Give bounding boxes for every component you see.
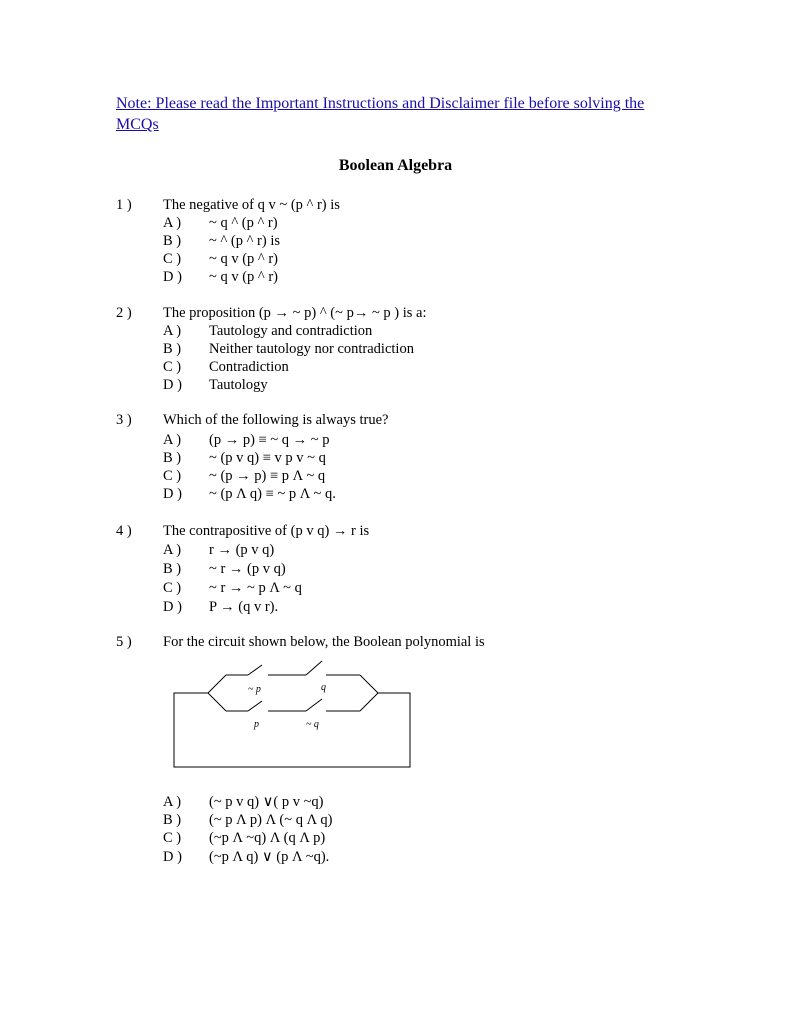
option-text: ~ r → ~ p Λ ~ q [209,580,302,596]
option-label: A ) [163,542,182,558]
option-text: P → (q v r). [209,599,279,615]
option-text: Contradiction [209,359,289,375]
option-label: C ) [163,359,182,375]
option-label: B ) [163,233,182,249]
instructions-link[interactable]: Note: Please read the Important Instructions and Disclaimer file before solving the MCQs [116,95,645,133]
option-label: D ) [163,377,182,393]
option-label: B ) [163,341,182,357]
option-label: C ) [163,830,182,846]
option-label: A ) [163,794,182,810]
option-text: r → (p v q) [209,542,275,558]
option-text: ~ q v (p ^ r) [209,269,279,285]
option-label: B ) [163,450,182,466]
option-label: B ) [163,812,182,828]
option-text: (~ p Λ p) Λ (~ q Λ q) [209,812,333,828]
option-text: ~ q ^ (p ^ r) [209,215,278,231]
option-label: C ) [163,468,182,484]
option-text: ~ (p Λ q) ≡ ~ p Λ ~ q. [209,486,336,502]
option-text: ~ (p v q) ≡ v p v ~ q [209,450,326,466]
option-text: (p → p) ≡ ~ q → ~ p [209,432,330,448]
question-number: 5 ) [116,634,132,650]
option-text: (~p Λ ~q) Λ (q Λ p) [209,830,326,846]
option-text: Tautology and contradiction [209,323,373,339]
option-label: D ) [163,269,182,285]
question-number: 3 ) [116,412,132,428]
option-label: A ) [163,215,182,231]
circuit-diagram [150,655,418,777]
option-text: ~ (p → p) ≡ p Λ ~ q [209,468,326,484]
option-label: C ) [163,580,182,596]
circuit-label-p: p [254,719,259,730]
circuit-label-not-p: ~ p [248,684,261,695]
page-title: Boolean Algebra [338,157,453,174]
option-text: ~ ^ (p ^ r) is [209,233,280,249]
option-text: (~ p v q) ∨( p v ~q) [209,794,324,810]
option-label: B ) [163,561,182,577]
option-text: ~ r → (p v q) [209,561,286,577]
option-text: ~ q v (p ^ r) [209,251,279,267]
option-label: D ) [163,599,182,615]
option-label: A ) [163,432,182,448]
question-text: The contrapositive of (p v q) → r is [163,523,370,539]
question-number: 4 ) [116,523,132,539]
question-text: The proposition (p → ~ p) ^ (~ p→ ~ p ) is a: [163,305,427,321]
question-text: The negative of q v ~ (p ^ r) is [163,197,340,213]
question-text: For the circuit shown below, the Boolean polynomial is [163,634,485,650]
question-text: Which of the following is always true? [163,412,389,428]
option-label: C ) [163,251,182,267]
option-label: D ) [163,486,182,502]
circuit-label-not-q: ~ q [306,719,319,730]
option-label: D ) [163,849,182,865]
question-number: 2 ) [116,305,132,321]
option-text: Tautology [209,377,268,393]
option-label: A ) [163,323,182,339]
option-text: (~p Λ q) ∨ (p Λ ~q). [209,849,330,865]
question-number: 1 ) [116,197,132,213]
option-text: Neither tautology nor contradiction [209,341,414,357]
circuit-label-q: q [321,682,326,693]
